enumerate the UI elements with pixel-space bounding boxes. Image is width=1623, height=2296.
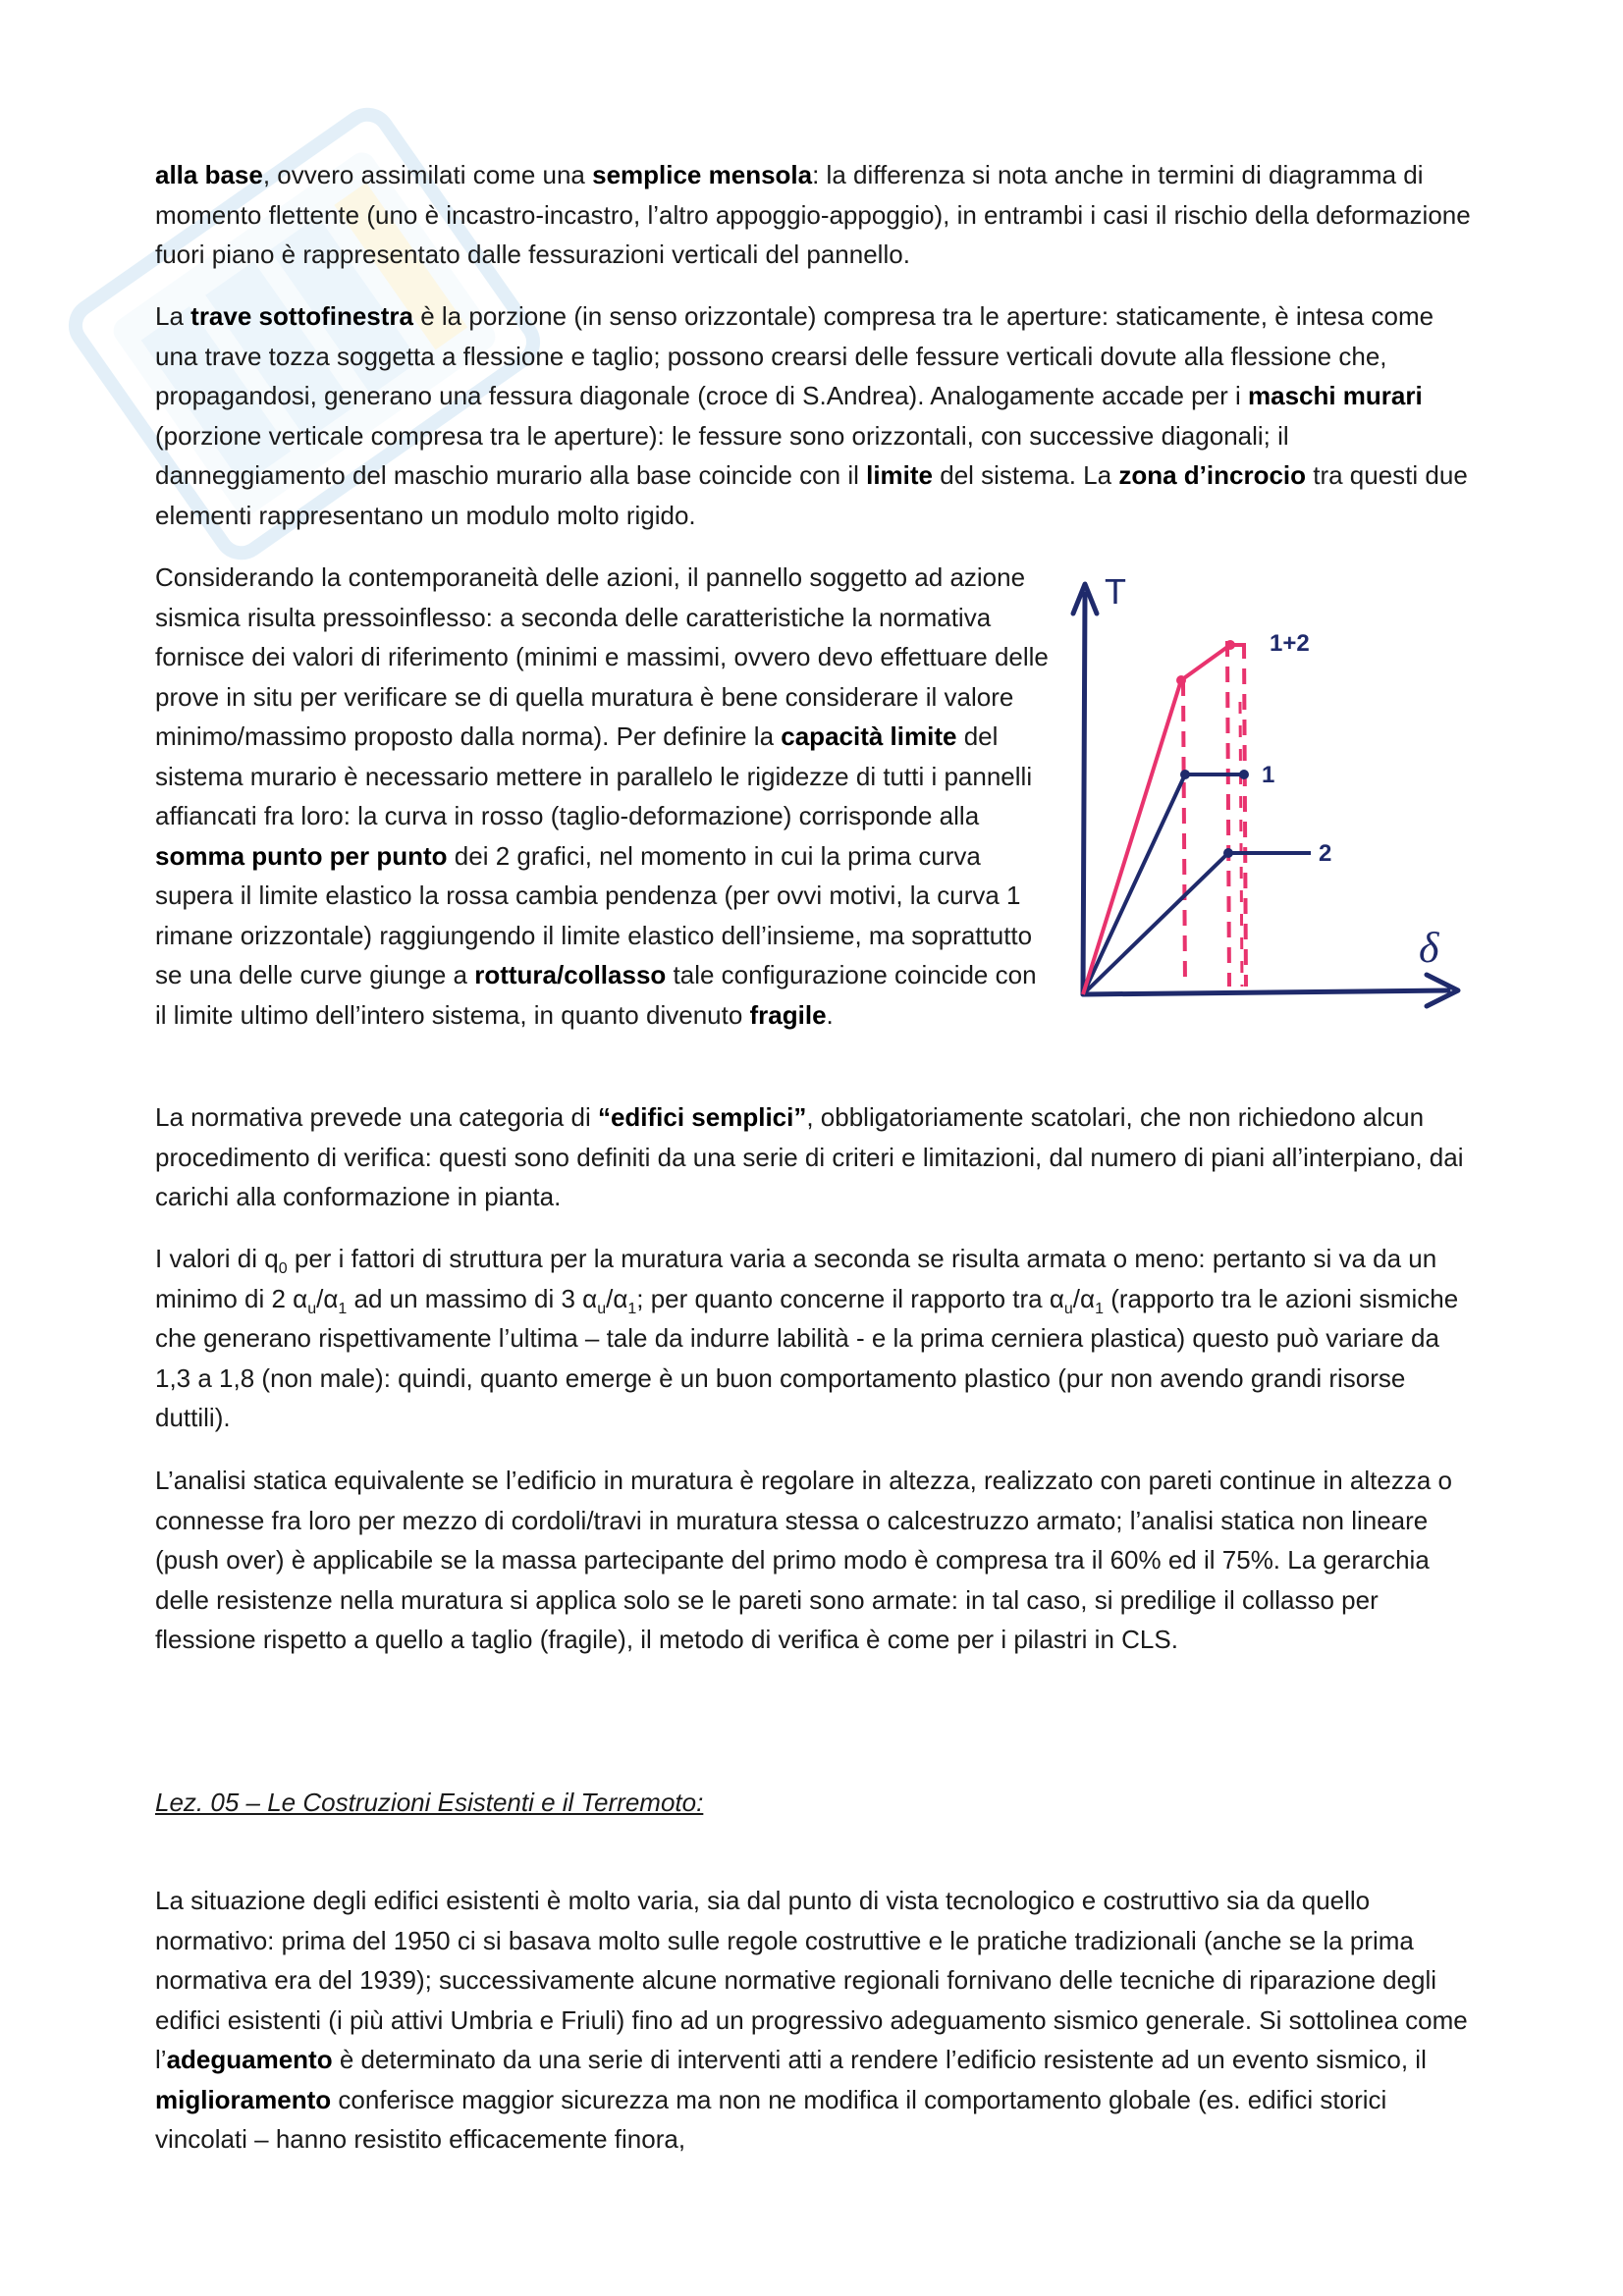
bold-term: capacità limite — [781, 721, 957, 751]
text-run: . — [826, 999, 834, 1030]
dashed-line-yield-1 — [1183, 680, 1185, 987]
bold-term: semplice mensola — [592, 160, 813, 189]
text-run: , obbligatoriamente scatolari, che non richiedono alcun procedimento di verifica: questi sono definiti da una serie di criteri e limitazioni, dal numero di piani all’interpiano, dai carichi alla conformazione in pianta. — [155, 1102, 1464, 1211]
subscript: u — [307, 1300, 317, 1317]
text-run: , ovvero assimilati come una — [262, 160, 593, 189]
section-heading — [155, 1783, 1481, 1823]
text-run: per i fattori di struttura per la muratura varia a seconda se risulta armata o meno: pertanto si va da un minimo di 2 α — [155, 1244, 1437, 1313]
text-run: tra questi due elementi rappresentano un modulo molto rigido. — [155, 460, 1468, 530]
bold-term: adeguamento — [166, 2045, 333, 2074]
paragraph-1 — [155, 155, 1481, 275]
text-run: ad un massimo di 3 α — [347, 1283, 598, 1313]
bold-term: rottura/collasso — [474, 960, 667, 989]
bold-term: fragile — [749, 999, 827, 1030]
text-run: ; per quanto concerne il rapporto tra α — [636, 1283, 1064, 1313]
text-run: tale configurazione coincide con il limite ultimo dell’intero sistema, in quanto divenuto — [155, 960, 1037, 1030]
text-run: /α — [1072, 1283, 1096, 1313]
bold-term: “edifici semplici” — [597, 1102, 807, 1132]
curve-1-label: 1 — [1262, 762, 1275, 788]
text-run: /α — [316, 1283, 339, 1313]
paragraph-5 — [155, 1239, 1481, 1438]
curve-2-label: 2 — [1319, 840, 1332, 867]
dashed-line-collapse — [1244, 643, 1246, 987]
subscript: 1 — [1095, 1300, 1104, 1317]
subscript: 0 — [278, 1260, 288, 1278]
text-run: La normativa prevede una categoria di — [155, 1102, 598, 1132]
curve-sum-second-kink — [1225, 640, 1235, 650]
text-run: Considerando la contemporaneità delle azioni, il pannello soggetto ad azione sismica risulta pressoinflesso: a seconda delle caratteristiche la normativa fornisce dei valori di riferimento (minimi e massimi, ovvero devo effettuare delle prove in situ per verificare se di quella muratura è bene considerare il valore minimo/massimo proposto dalla norma). Per definire la — [155, 562, 1049, 751]
bold-term: alla base — [155, 160, 263, 189]
paragraph-2 — [155, 296, 1481, 535]
subscript: u — [597, 1300, 607, 1317]
paragraph-4 — [155, 1097, 1481, 1217]
text-run: : la differenza si nota anche in termini di diagramma di momento flettente (uno è incastro-incastro, l’altro appoggio-appoggio), in entrambi i casi il rischio della deformazione fuori piano è rappresentato dalle fessurazioni verticali del pannello. — [155, 160, 1471, 269]
text-run: (porzione verticale compresa tra le aperture): le fessure sono orizzontali, con successive diagonali; il danneggiamento del maschio murario alla base coincide con il — [155, 420, 1289, 490]
bold-term: trave sottofinestra — [190, 301, 413, 331]
curve-1 — [1083, 774, 1244, 994]
subscript: 1 — [627, 1300, 637, 1317]
bold-term: miglioramento — [155, 2084, 332, 2114]
y-axis-label: T — [1105, 571, 1126, 612]
text-run: conferisce maggior sicurezza ma non ne modifica il comportamento globale (es. edifici storici vincolati – hanno resistito efficacemente finora, — [155, 2084, 1387, 2154]
paragraph-6-text: L’analisi statica equivalente se l’edificio in muratura è regolare in altezza, realizzato con pareti continue in altezza o connesse fra loro per mezzo di cordoli/travi in muratura stessa o calcestruzzo armato; l’analisi statica non lineare (push over) è applicabile se la massa partecipante del primo modo è compresa tra il 60% ed il 75%. La gerarchia delle resistenze nella muratura si applica solo se le pareti sono armate: in tal caso, si predilige il collasso per flessione rispetto a quello a taglio (fragile), il metodo di verifica è come per i pilastri in CLS. — [155, 1466, 1452, 1654]
y-axis — [1083, 594, 1085, 994]
text-run: è determinato da una serie di interventi atti a rendere l’edificio resistente ad un evento sismico, il — [332, 2045, 1427, 2074]
text-run: /α — [606, 1283, 628, 1313]
text-run: del sistema murario è necessario mettere in parallelo le rigidezze di tutti i pannelli affiancati fra loro: la curva in rosso (taglio-deformazione) corrisponde alla — [155, 721, 1033, 830]
text-run: del sistema. La — [933, 460, 1119, 490]
shear-deformation-diagram — [1055, 564, 1483, 1011]
curve-sum-first-kink — [1176, 675, 1186, 685]
curve-1-end-point — [1239, 770, 1249, 779]
text-run: La — [155, 301, 191, 331]
bold-term: maschi murari — [1247, 381, 1423, 410]
dashed-line-yield-2 — [1227, 641, 1229, 987]
bold-term: somma punto per punto — [155, 840, 448, 871]
curve-1-yield-point — [1180, 770, 1190, 779]
text-run: dei 2 grafici, nel momento in cui la prima curva supera il limite elastico la rossa cambia pendenza (per ovvi motivi, la curva 1 rimane orizzontale) raggiungendo il limite elastico dell’insieme, ma soprattutto se una delle curve giunge a — [155, 840, 1033, 989]
x-axis-label: δ — [1419, 924, 1439, 972]
paragraph-7 — [155, 1881, 1481, 2160]
subscript: 1 — [338, 1300, 348, 1317]
bold-term: limite — [866, 460, 934, 490]
x-axis — [1083, 990, 1448, 994]
dashed-line-extra — [1240, 702, 1242, 987]
curve-sum-label: 1+2 — [1270, 630, 1310, 657]
text-run: è la porzione (in senso orizzontale) compresa tra le aperture: staticamente, è intesa come una trave tozza soggetta a flessione e taglio; possono crearsi delle fessure verticali dovute alla flessione che, propagandosi, generano una fessura diagonale (croce di S.Andrea). Analogamente accade per i — [155, 301, 1434, 410]
text-run: I valori di q — [155, 1244, 279, 1273]
bold-term: zona d’incrocio — [1118, 460, 1307, 490]
subscript: u — [1063, 1300, 1073, 1317]
paragraph-6 — [155, 1461, 1481, 1660]
lecture-heading: Lez. 05 – Le Costruzioni Esistenti e il Terremoto: — [155, 1788, 704, 1817]
text-run: (rapporto tra le azioni sismiche che generano rispettivamente l’ultima – tale da indurre labilità - e la prima cerniera plastica) questo può variare da 1,3 a 1,8 (non male): quindi, quanto emerge è un buon comportamento plastico (pur non avendo grandi risorse duttili). — [155, 1283, 1459, 1432]
curve-2-yield-point — [1223, 848, 1233, 858]
text-run: La situazione degli edifici esistenti è molto varia, sia dal punto di vista tecnologico e costruttivo sia da quello normativo: prima del 1950 ci si basava molto sulle regole costruttive e le pratiche tradizionali (anche se la prima normativa era del 1939); successivamente alcune normative regionali fornivano delle tecniche di riparazione degli edifici esistenti (i più attivi Umbria e Friuli) fino ad un progressivo adeguamento sismico generale. Si sottolinea come l’ — [155, 1886, 1468, 2074]
